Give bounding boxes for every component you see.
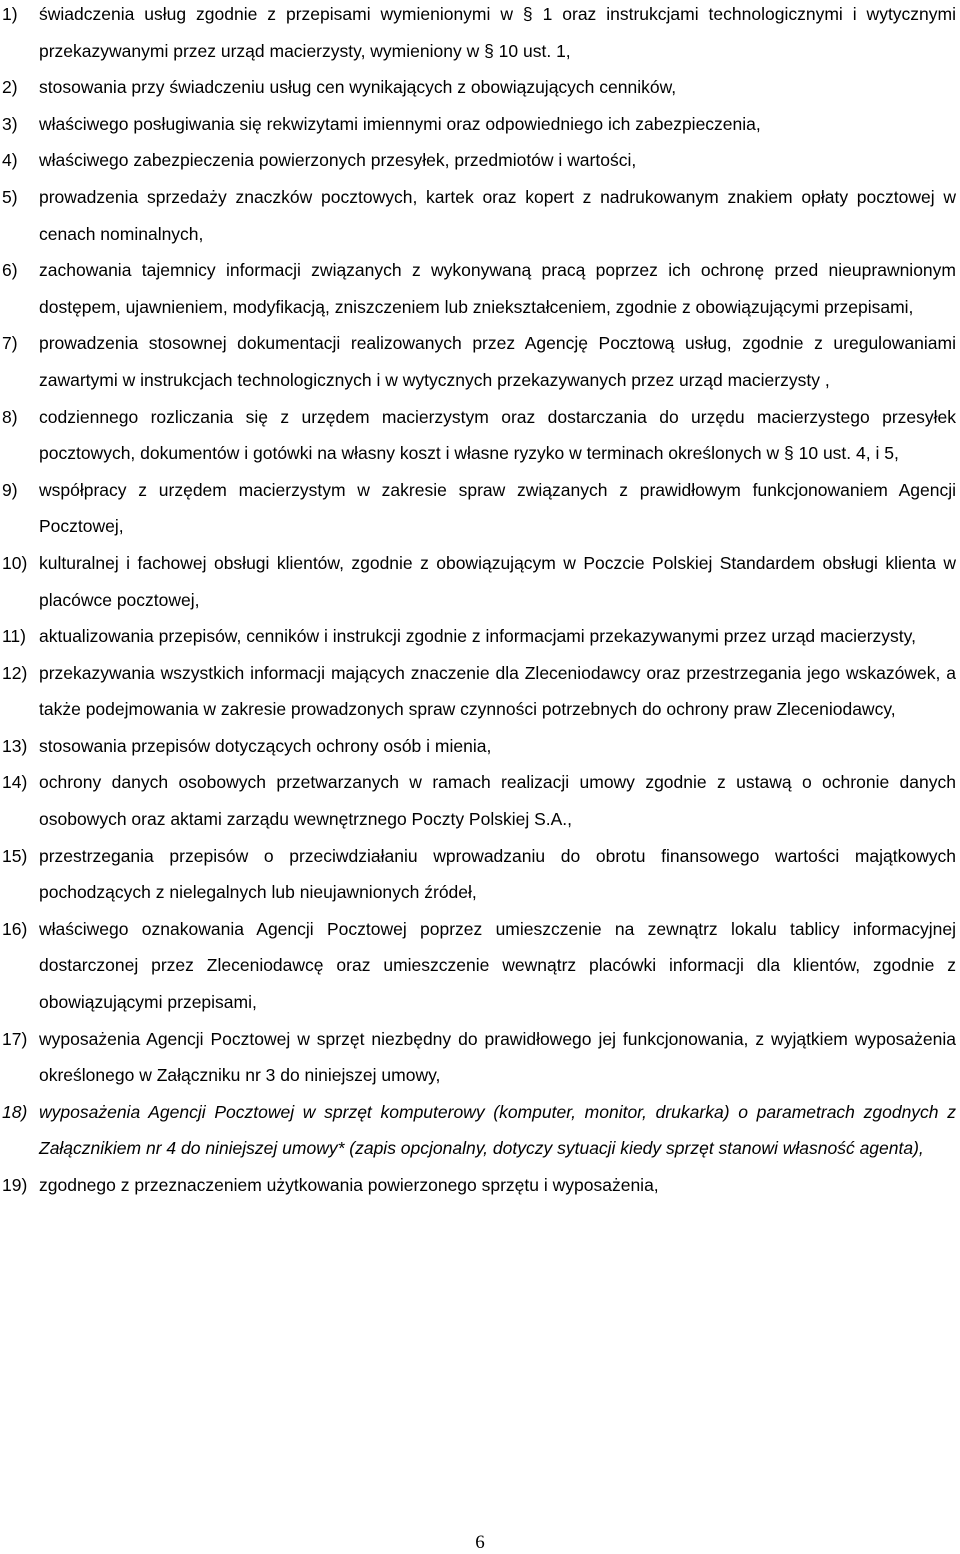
list-item-number: 6) xyxy=(2,260,18,281)
page-number: 6 xyxy=(475,1532,485,1553)
list-item xyxy=(2,472,956,545)
list-item-number: 18) xyxy=(2,1101,28,1122)
list-item-number: 9) xyxy=(2,479,18,500)
list-item-text: właściwego posługiwania się rekwizytami imiennymi oraz odpowiedniego ich zabezpieczenia, xyxy=(39,113,761,134)
list-item-number: 16) xyxy=(2,918,28,939)
list-item xyxy=(2,1167,956,1204)
list-item xyxy=(2,911,956,1021)
list-item xyxy=(2,325,956,398)
list-item xyxy=(2,1021,956,1094)
list-item-text: wyposażenia Agencji Pocztowej w sprzęt komputerowy (komputer, monitor, drukarka) o parametrach zgodnych z Załącznikiem nr 4 do niniejszej umowy* (zapis opcjonalny, dotyczy sytuacji kiedy sprzęt stanowi własność agenta), xyxy=(39,1101,956,1159)
obligations-list xyxy=(2,0,956,1204)
list-item xyxy=(2,399,956,472)
list-item-number: 2) xyxy=(2,77,18,98)
list-item-text: świadczenia usług zgodnie z przepisami wymienionymi w § 1 oraz instrukcjami technologicznymi i wytycznymi przekazywanymi przez urząd macierzysty, wymieniony w § 10 ust. 1, xyxy=(39,4,956,61)
list-item-number: 10) xyxy=(2,552,28,573)
list-item-text: zgodnego z przeznaczeniem użytkowania powierzonego sprzętu i wyposażenia, xyxy=(39,1175,659,1195)
list-item-number: 19) xyxy=(2,1175,28,1195)
list-item-text: prowadzenia sprzedaży znaczków pocztowych, kartek oraz kopert z nadrukowanym znakiem opłaty pocztowej w cenach nominalnych, xyxy=(39,186,956,244)
list-item xyxy=(2,618,956,655)
list-item xyxy=(2,728,956,765)
list-item-text: ochrony danych osobowych przetwarzanych w ramach realizacji umowy zgodnie z ustawą o ochronie danych osobowych oraz aktami zarządu wewnętrznego Poczty Polskiej S.A., xyxy=(39,772,956,830)
list-item-number: 11) xyxy=(2,626,26,647)
list-item-text: prowadzenia stosownej dokumentacji realizowanych przez Agencję Pocztową usług, zgodnie z uregulowaniami zawartymi w instrukcjach technologicznych i w wytycznych przekazywanych przez urząd macierzysty , xyxy=(39,333,956,390)
list-item-text: przestrzegania przepisów o przeciwdziałaniu wprowadzaniu do obrotu finansowego wartości majątkowych pochodzących z nielegalnych lub nieujawnionych źródeł, xyxy=(39,845,956,903)
list-item-text: właściwego oznakowania Agencji Pocztowej poprzez umieszczenie na zewnątrz lokalu tablicy informacyjnej dostarczonej przez Zleceniodawcę oraz umieszczenie wewnątrz placówki informacji dla klientów, zgodnie z obowiązującymi przepisami, xyxy=(39,918,956,1013)
list-item xyxy=(2,545,956,618)
list-item-number: 3) xyxy=(2,113,18,134)
list-item-number: 8) xyxy=(2,406,18,427)
list-item xyxy=(2,838,956,911)
list-item-text: kulturalnej i fachowej obsługi klientów, zgodnie z obowiązującym w Poczcie Polskiej Standardem obsługi klienta w placówce pocztowej, xyxy=(39,552,956,610)
list-item xyxy=(2,1094,956,1167)
list-item-text: zachowania tajemnicy informacji związanych z wykonywaną pracą poprzez ich ochronę przed nieuprawnionym dostępem, ujawnieniem, modyfikacją, zniszczeniem lub zniekształceniem, zgodnie z obowiązującymi przepisami, xyxy=(39,260,956,317)
list-item-text: wyposażenia Agencji Pocztowej w sprzęt niezbędny do prawidłowego jej funkcjonowania, z wyjątkiem wyposażenia określonego w Załączniku nr 3 do niniejszej umowy, xyxy=(39,1028,956,1086)
list-item-text: przekazywania wszystkich informacji mających znaczenie dla Zleceniodawcy oraz przestrzegania jego wskazówek, a także podejmowania w zakresie prowadzonych spraw czynności potrzebnych do ochrony praw Zleceniodawcy, xyxy=(39,662,956,720)
list-item-text: codziennego rozliczania się z urzędem macierzystym oraz dostarczania do urzędu macierzystego przesyłek pocztowych, dokumentów i gotówki na własny koszt i własne ryzyko w terminach określonych w § 10 ust. 4, i 5, xyxy=(39,406,956,464)
list-item-number: 15) xyxy=(2,845,28,866)
list-item-number: 17) xyxy=(2,1028,28,1049)
list-item-number: 5) xyxy=(2,186,18,207)
list-item xyxy=(2,179,956,252)
list-item xyxy=(2,142,956,179)
list-item xyxy=(2,655,956,728)
list-item xyxy=(2,252,956,325)
list-item-number: 4) xyxy=(2,150,18,171)
list-item-number: 7) xyxy=(2,333,18,354)
list-item-number: 12) xyxy=(2,662,28,683)
list-item-text: właściwego zabezpieczenia powierzonych przesyłek, przedmiotów i wartości, xyxy=(39,150,637,171)
list-item-text: stosowania przy świadczeniu usług cen wynikających z obowiązujących cenników, xyxy=(39,77,677,98)
list-item xyxy=(2,106,956,143)
list-item-text: aktualizowania przepisów, cenników i instrukcji zgodnie z informacjami przekazywanymi przez urząd macierzysty, xyxy=(39,626,916,647)
list-item-number: 14) xyxy=(2,772,28,793)
list-item-number: 1) xyxy=(2,4,18,24)
list-item xyxy=(2,69,956,106)
list-item xyxy=(2,0,956,69)
list-item xyxy=(2,764,956,837)
list-item-text: współpracy z urzędem macierzystym w zakresie spraw związanych z prawidłowym funkcjonowaniem Agencji Pocztowej, xyxy=(39,479,956,537)
list-item-text: stosowania przepisów dotyczących ochrony osób i mienia, xyxy=(39,735,492,756)
list-item-number: 13) xyxy=(2,735,28,756)
